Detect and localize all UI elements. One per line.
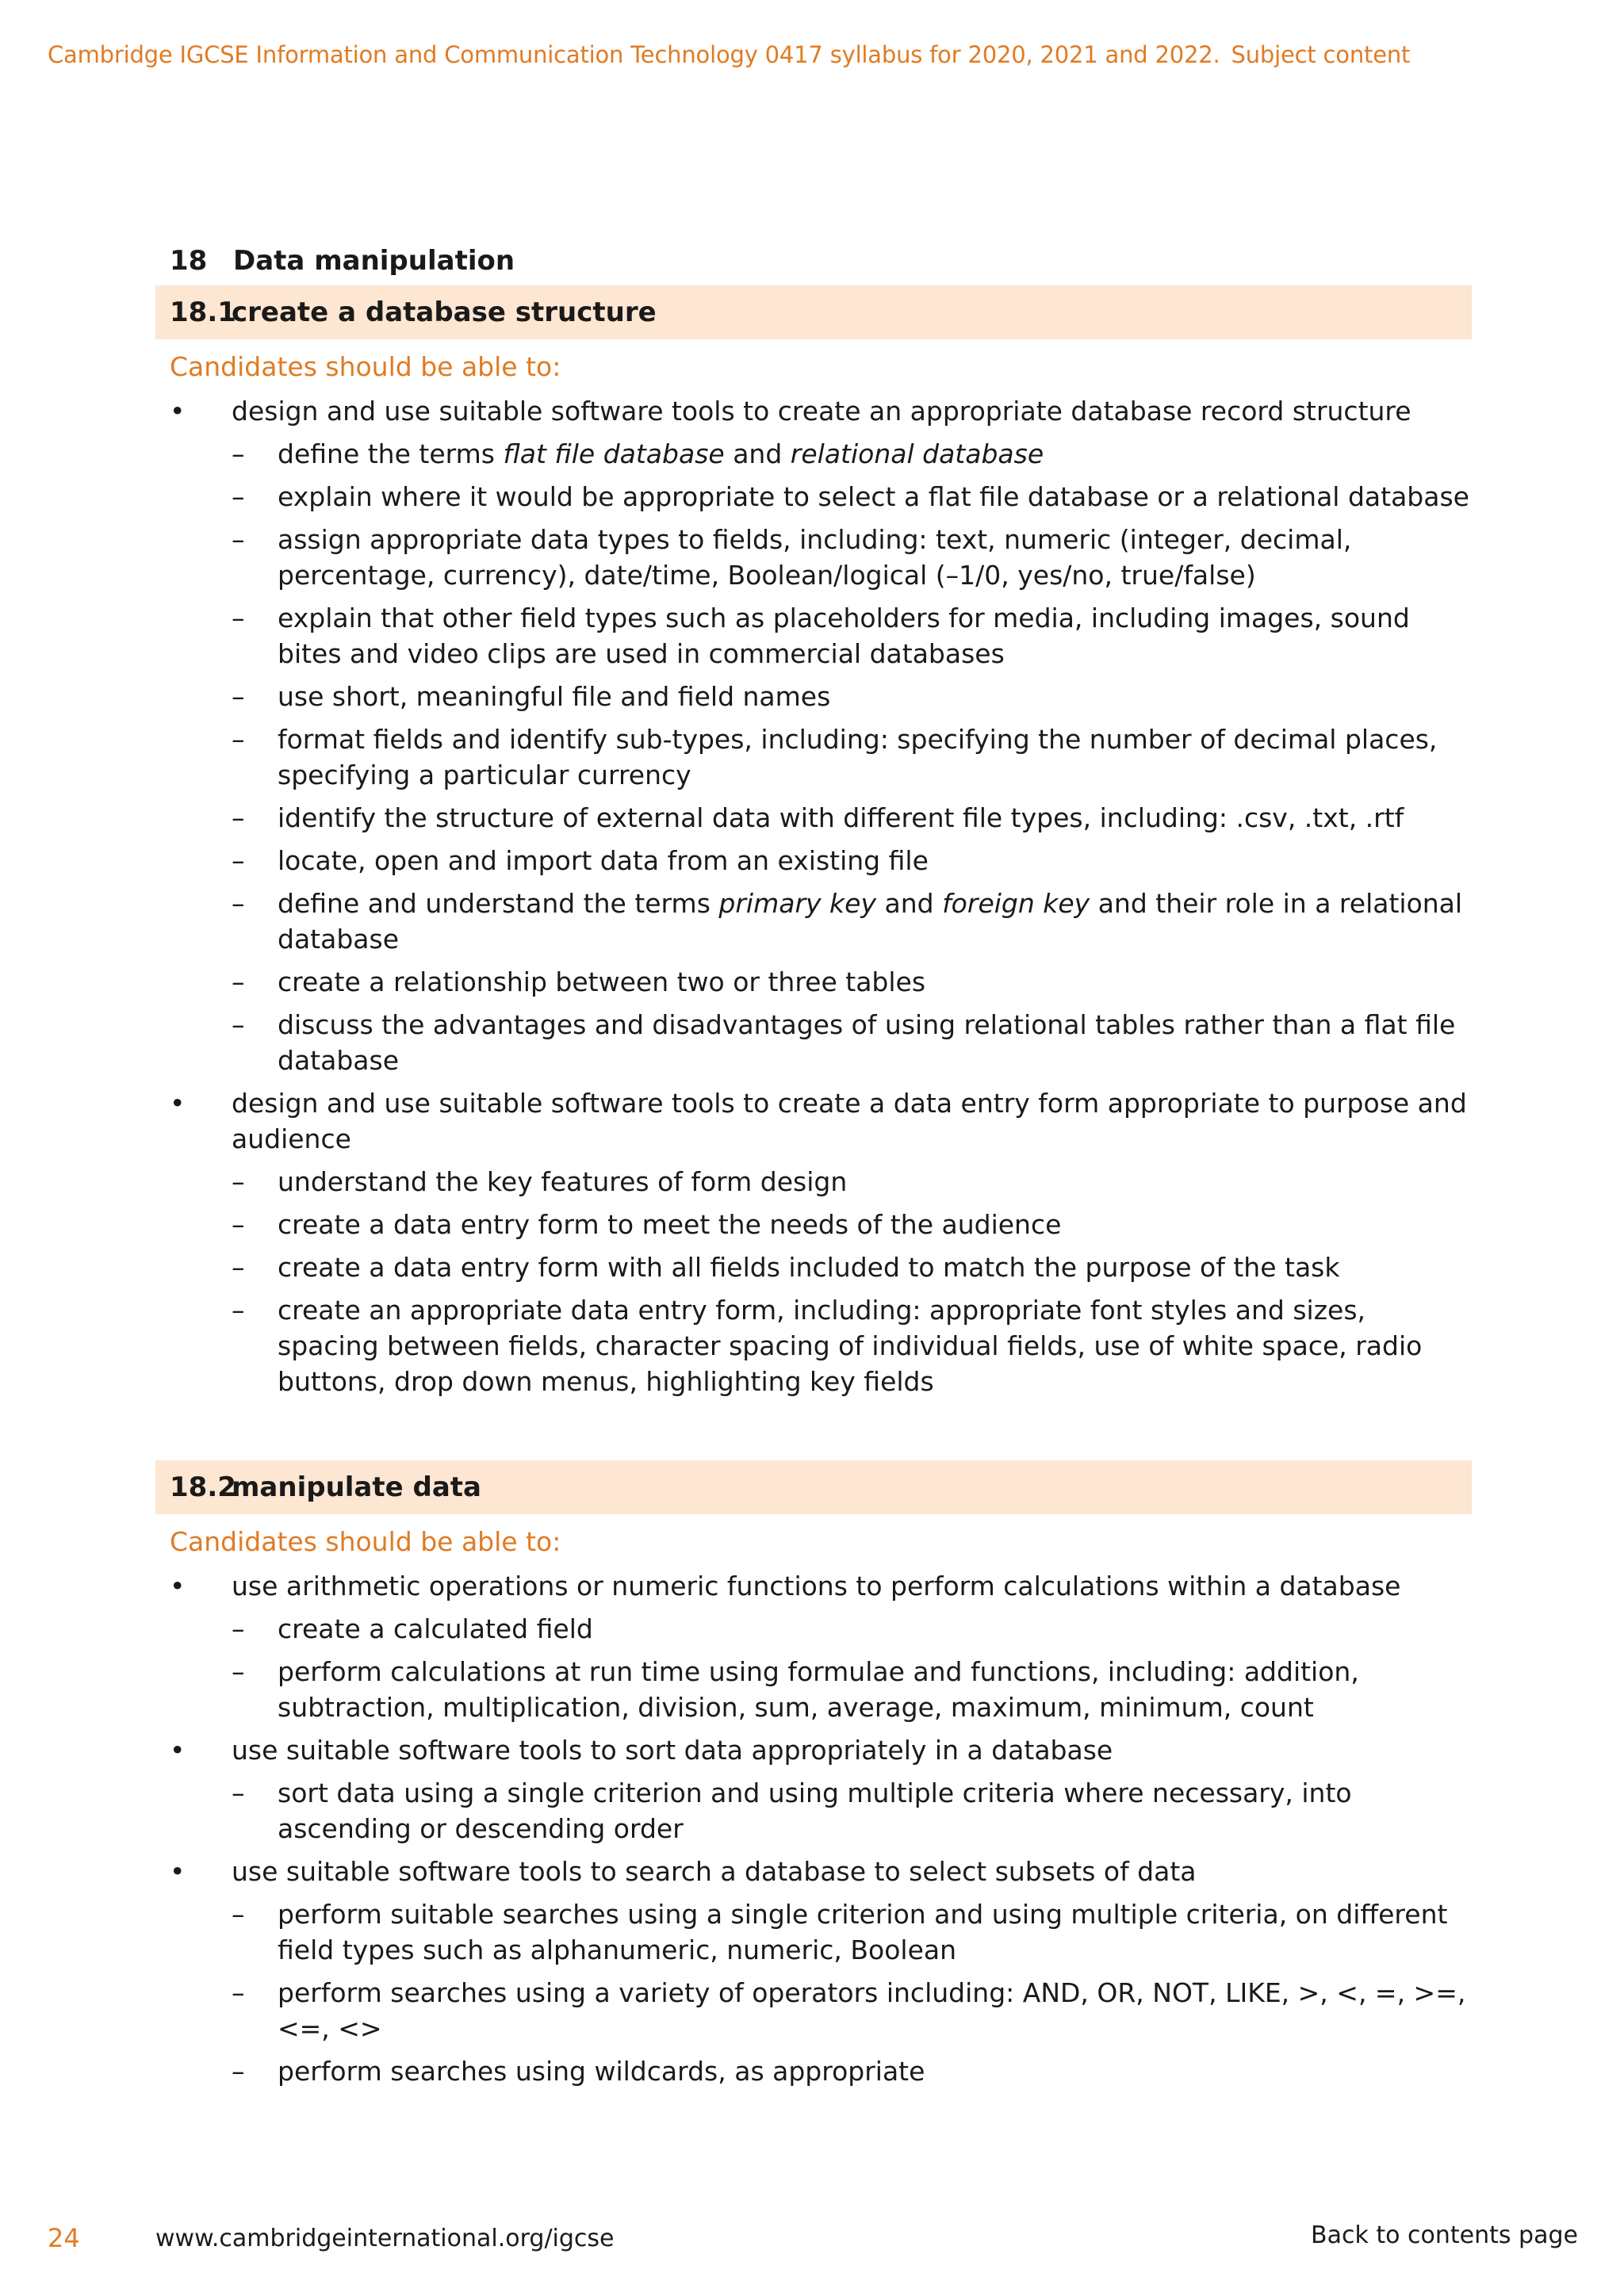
page-content [155,236,1472,2096]
dash-icon: – [232,1899,245,1930]
subsection-number: 18.1 [170,297,236,328]
dash-icon: – [232,1166,245,1197]
candidates-intro: Candidates should be able to: [170,351,561,382]
item-text: assign appropriate data types to fields, including: text, numeric (integer, decimal, percentage, currency), date/time, Boolean/logical (–1/0, yes/no, true/false) [278,524,1352,591]
item-text: and their role in a relational database [278,888,1463,955]
dash-icon: – [232,1777,245,1808]
list-item [232,1164,1472,1200]
bullet-icon: • [170,396,186,427]
section-title: Data manipulation [233,245,515,277]
dash-icon: – [232,2056,245,2087]
dash-icon: – [232,1252,245,1283]
item-text: perform searches using a variety of operators including: AND, OR, NOT, LIKE, >, <, =, >=, <=, <> [278,1977,1466,2044]
back-to-contents-link[interactable]: Back to contents page [1311,2221,1578,2249]
item-text: perform suitable searches using a single criterion and using multiple criteria, on different field types such as alphanumeric, numeric, Boolean [278,1899,1448,1965]
dash-icon: – [232,845,245,876]
dash-icon: – [232,1009,245,1040]
subsection-heading-18-2 [155,1460,1472,1514]
list-item [155,1732,1472,1846]
sub-objective-list [232,1896,1472,2089]
list-item [232,1207,1472,1242]
list-item [232,436,1472,472]
term-foreign-key: foreign key [942,888,1090,919]
list-item [232,721,1472,793]
list-item [155,1568,1472,1725]
dash-icon: – [232,802,245,833]
item-text: sort data using a single criterion and using multiple criteria where necessary, into ascending or descending order [278,1777,1352,1844]
list-item [232,1775,1472,1846]
bullet-icon: • [170,1571,186,1601]
sub-objective-list [232,1775,1472,1846]
item-text: perform searches using wildcards, as appropriate [278,2056,925,2087]
list-item [232,1007,1472,1078]
subsection-number: 18.2 [170,1471,236,1503]
objective-text: use suitable software tools to sort data appropriately in a database [232,1735,1113,1766]
dash-icon: – [232,966,245,997]
section-number: 18 [170,245,208,277]
subsection-title: manipulate data [232,1471,481,1503]
list-item [232,800,1472,836]
item-text: and [875,888,943,919]
item-text: explain where it would be appropriate to select a flat file database or a relational database [278,481,1469,512]
dash-icon: – [232,524,245,555]
bullet-icon: • [170,1856,186,1887]
dash-icon: – [232,1656,245,1687]
list-item [232,2053,1472,2089]
item-text: format fields and identify sub-types, including: specifying the number of decimal places, specifying a particular currency [278,724,1438,790]
section-gap [155,1406,1472,1460]
objective-text: design and use suitable software tools to create a data entry form appropriate to purpose and audience [232,1088,1467,1154]
item-text: define and understand the terms [278,888,719,919]
item-text: understand the key features of form design [278,1166,848,1197]
list-item [232,1975,1472,2046]
list-item [232,1249,1472,1285]
sub-objective-list [232,1164,1472,1399]
list-item [232,964,1472,1000]
header-subtitle: Subject content [1231,41,1411,68]
subsection-heading-18-1 [155,285,1472,339]
item-text: use short, meaningful file and field names [278,681,831,712]
list-item [155,1085,1472,1399]
dash-icon: – [232,724,245,755]
dash-icon: – [232,438,245,469]
term-primary-key: primary key [718,888,876,919]
bullet-icon: • [170,1735,186,1766]
list-item [232,1654,1472,1725]
dash-icon: – [232,681,245,712]
header-title: Cambridge IGCSE Information and Communication Technology 0417 syllabus for 2020, 2021 and 2022. [48,41,1220,68]
dash-icon: – [232,1295,245,1326]
website-link[interactable]: www.cambridgeinternational.org/igcse [155,2225,615,2252]
objective-text: use suitable software tools to search a database to select subsets of data [232,1856,1197,1887]
candidates-intro: Candidates should be able to: [170,1526,561,1557]
term-relational: relational database [790,438,1044,469]
objective-list [155,393,1472,1399]
sub-objective-list [232,1611,1472,1725]
item-text: create a relationship between two or three tables [278,966,926,997]
objective-list [155,1568,1472,2089]
item-text: explain that other field types such as placeholders for media, including images, sound bites and video clips are used in commercial databases [278,603,1410,669]
item-text: identify the structure of external data with different file types, including: .csv, .txt, .rtf [278,802,1404,833]
item-text: define the terms [278,438,504,469]
list-item [155,393,1472,1078]
sub-objective-list [232,436,1472,1078]
subsection-title: create a database structure [232,297,657,328]
dash-icon: – [232,1977,245,2008]
list-item [232,522,1472,593]
dash-icon: – [232,603,245,633]
running-header [48,41,1410,68]
dash-icon: – [232,888,245,919]
item-text: create a data entry form with all fields included to match the purpose of the task [278,1252,1340,1283]
dash-icon: – [232,1613,245,1644]
list-item [232,1611,1472,1647]
item-text: discuss the advantages and disadvantages of using relational tables rather than a flat file database [278,1009,1456,1076]
dash-icon: – [232,481,245,512]
objective-text: design and use suitable software tools to create an appropriate database record structure [232,396,1411,427]
item-text: and [724,438,791,469]
list-item [232,886,1472,957]
list-item [232,479,1472,515]
list-item [232,843,1472,878]
section-heading [170,236,1472,285]
bullet-icon: • [170,1088,186,1119]
list-item [232,600,1472,672]
list-item [232,1896,1472,1968]
item-text: create a data entry form to meet the needs of the audience [278,1209,1062,1240]
dash-icon: – [232,1209,245,1240]
item-text: create a calculated field [278,1613,593,1644]
list-item [232,679,1472,714]
item-text: locate, open and import data from an existing file [278,845,929,876]
list-item [155,1854,1472,2089]
objective-text: use arithmetic operations or numeric functions to perform calculations within a database [232,1571,1401,1601]
item-text: perform calculations at run time using formulae and functions, including: addition, subtraction, multiplication, division, sum, average, maximum, minimum, count [278,1656,1359,1723]
item-text: create an appropriate data entry form, including: appropriate font styles and sizes, spacing between fields, character spacing of individual fields, use of white space, radio buttons, drop down menus, highlighting key fields [278,1295,1423,1397]
list-item [232,1292,1472,1399]
page-number: 24 [48,2223,80,2253]
term-flat-file: flat file database [503,438,725,469]
